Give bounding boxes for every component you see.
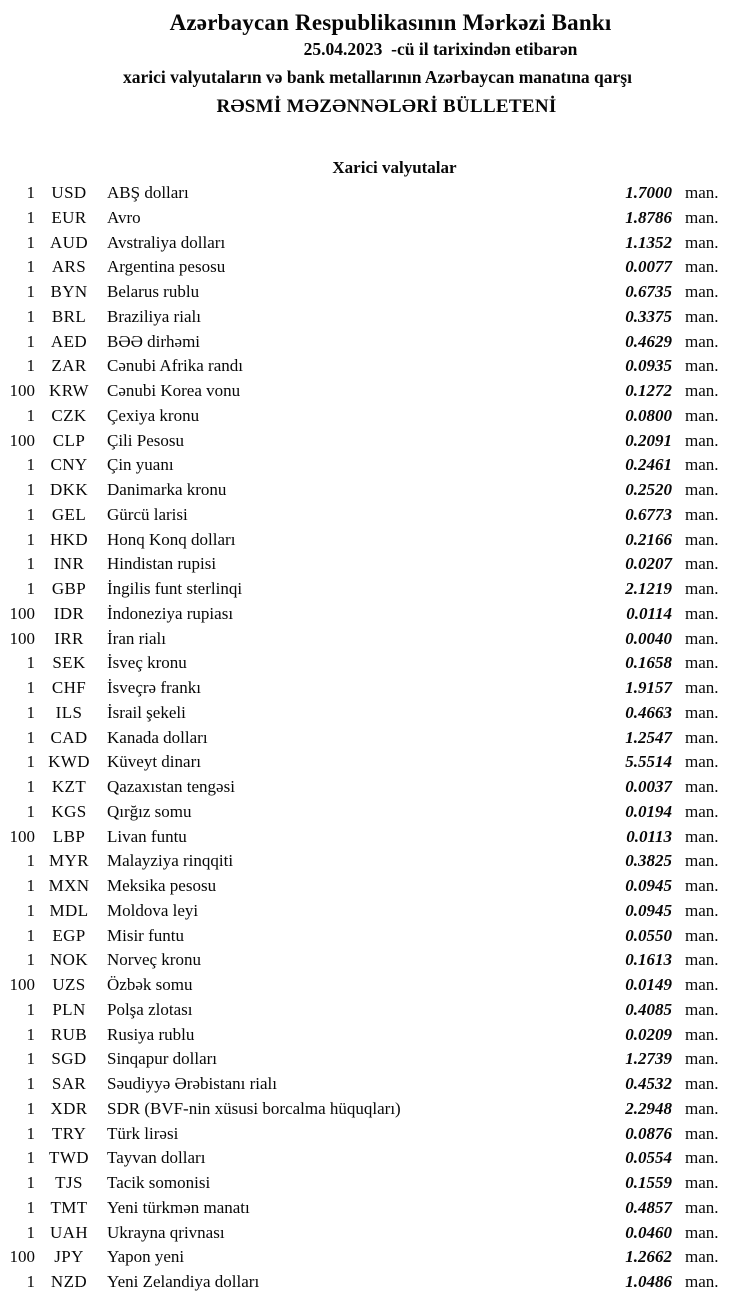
quantity-value: 1 [26,1098,35,1118]
quantity-value: 1 [26,282,35,301]
unit-label: man. [685,1272,719,1291]
currency-name: Cənubi Korea vonu [107,381,241,400]
rate-value: 0.0876 [625,1123,672,1143]
rate-row [0,701,753,726]
rate-row [0,453,753,478]
rate-row [0,1072,753,1097]
quantity-value: 1 [26,183,35,202]
currency-code: XDR [50,1098,88,1118]
quantity-value: 1 [26,356,35,376]
currency-name: Meksika pesosu [107,876,217,895]
quantity-value: 100 [9,826,35,846]
currency-code: KWD [48,752,90,772]
quantity-value: 1 [26,504,35,524]
unit-label: man. [685,702,719,722]
bulletin-header [0,0,753,121]
effective-date-line: 25.04.2023 -cü il tarixindən etibarən [303,39,578,59]
currency-code: NOK [49,950,89,970]
currency-code: UZS [52,975,86,994]
currency-name: İndoneziya rupiası [107,603,234,623]
unit-label: man. [685,1247,719,1267]
unit-label: man. [685,1049,719,1069]
currency-code: AUD [49,232,89,252]
rate-row [0,1245,753,1270]
rate-row [0,627,753,652]
quantity-value: 1 [26,1123,35,1143]
unit-label: man. [685,480,719,499]
quantity-value: 1 [26,529,35,549]
currency-name: ABŞ dolları [107,183,189,202]
quantity-value: 1 [26,1222,35,1242]
currency-code: CNY [50,455,88,475]
quantity-value: 1 [26,232,35,252]
rate-value: 0.0194 [625,801,672,821]
currency-name: Çin yuanı [107,455,174,475]
rate-value: 0.0209 [625,1024,672,1044]
rate-row [0,1146,753,1171]
currency-code: UAH [49,1222,89,1242]
rate-value: 0.2520 [625,480,672,499]
quantity-value: 1 [26,579,35,598]
rate-value: 0.4532 [625,1074,672,1093]
currency-name: Qırğız somu [107,801,192,821]
currency-code: CZK [51,405,87,425]
rate-value: 0.0077 [625,257,672,277]
rate-value: 0.0460 [625,1222,672,1242]
unit-label: man. [685,925,719,945]
unit-label: man. [685,306,719,326]
currency-code: TJS [55,1173,83,1192]
currency-code: KGS [51,801,87,821]
unit-label: man. [685,257,719,277]
rate-row [0,800,753,825]
currency-code: ZAR [51,356,87,376]
unit-label: man. [685,356,719,376]
currency-name: Honq Konq dolları [107,529,236,549]
section-title-foreign-currencies: Xarici valyutalar [332,158,457,177]
quantity-value: 1 [26,554,35,574]
currency-name: Yapon yeni [107,1247,185,1267]
currency-name: Özbək somu [107,975,193,994]
currency-code: GBP [51,579,87,598]
rate-value: 0.2461 [625,455,672,475]
rate-row [0,1047,753,1072]
unit-label: man. [685,851,719,871]
currency-name: Səudiyyə Ərəbistanı rialı [107,1074,277,1093]
rate-row [0,726,753,751]
quantity-value: 1 [26,801,35,821]
rate-row [0,1122,753,1147]
currency-name: Kanada dolları [107,727,208,747]
quantity-value: 1 [26,1049,35,1069]
rate-value: 0.4857 [625,1197,672,1217]
rate-row [0,280,753,305]
currency-name: SDR (BVF-nin xüsusi borcalma hüquqları) [107,1098,401,1118]
currency-code: PLN [52,999,86,1019]
quantity-value: 1 [26,1197,35,1217]
quantity-value: 1 [26,950,35,970]
currency-name: Türk lirəsi [107,1123,179,1143]
unit-label: man. [685,727,719,747]
currency-name: Hindistan rupisi [107,554,217,574]
rate-value: 1.7000 [625,183,672,202]
rate-row [0,379,753,404]
rate-value: 1.2547 [625,727,672,747]
currency-code: GEL [51,504,87,524]
rate-value: 2.2948 [625,1098,672,1118]
currency-code: MYR [49,851,89,871]
rate-row [0,1270,753,1295]
quantity-value: 100 [9,1247,35,1267]
currency-name: Gürcü larisi [107,504,188,524]
rate-value: 0.1613 [625,950,672,970]
unit-label: man. [685,826,719,846]
rate-value: 1.9157 [625,678,672,697]
currency-code: TMT [50,1197,88,1217]
rate-value: 0.3825 [625,851,672,871]
unit-label: man. [685,950,719,970]
quantity-value: 1 [26,207,35,227]
quantity-value: 1 [26,851,35,871]
unit-label: man. [685,1148,719,1168]
currency-name: Qazaxıstan tengəsi [107,777,235,796]
rate-row [0,404,753,429]
unit-label: man. [685,1024,719,1044]
currency-name: Misir funtu [107,925,184,945]
rate-value: 0.0207 [625,554,672,574]
currency-name: Danimarka kronu [107,480,227,499]
scope-line: xarici valyutaların və bank metallarının Azərbaycan manatına qarşı [123,67,632,87]
currency-name: Moldova leyi [107,900,199,920]
currency-name: Avro [107,207,141,227]
rate-row [0,255,753,280]
rate-row [0,1171,753,1196]
quantity-value: 1 [26,306,35,326]
quantity-value: 1 [26,653,35,673]
unit-label: man. [685,529,719,549]
rate-row [0,899,753,924]
currency-name: İran rialı [107,628,166,648]
currency-name: Malayziya rinqqiti [107,851,234,871]
quantity-value: 1 [26,900,35,920]
rate-row [0,1196,753,1221]
quantity-value: 1 [26,727,35,747]
currency-name: Çexiya kronu [107,405,200,425]
unit-label: man. [685,554,719,574]
rate-row [0,1221,753,1246]
unit-label: man. [685,975,719,994]
currency-code: JPY [54,1247,84,1267]
currency-name: Cənubi Afrika randı [107,356,243,376]
rate-value: 0.0114 [626,603,672,623]
rate-row [0,948,753,973]
currency-code: HKD [49,529,89,549]
rate-value: 0.4629 [625,331,672,351]
unit-label: man. [685,1098,719,1118]
unit-label: man. [685,876,719,895]
currency-code: MDL [49,900,89,920]
currency-name: BƏƏ dirhəmi [107,331,201,351]
rate-row [0,676,753,701]
unit-label: man. [685,381,719,400]
quantity-value: 1 [26,777,35,796]
currency-name: İsveç kronu [107,653,187,673]
currency-code: CHF [51,678,87,697]
unit-label: man. [685,678,719,697]
currency-code: CLP [52,430,86,450]
rate-value: 0.0149 [625,975,672,994]
rate-value: 0.6735 [625,282,672,301]
rate-value: 0.0935 [625,356,672,376]
rate-row [0,775,753,800]
currency-code: SGD [51,1049,87,1069]
currency-name: Tayvan dolları [107,1148,206,1168]
rate-value: 0.0945 [625,876,672,895]
unit-label: man. [685,1197,719,1217]
currency-name: Norveç kronu [107,950,201,970]
rate-row [0,478,753,503]
rate-value: 0.4663 [625,702,672,722]
currency-name: Avstraliya dolları [107,232,226,252]
quantity-value: 100 [9,430,35,450]
currency-name: İngilis funt sterlinqi [107,579,243,598]
currency-code: AED [50,331,88,351]
currency-code: EUR [51,207,87,227]
quantity-value: 1 [26,1148,35,1168]
unit-label: man. [685,455,719,475]
currency-code: SEK [52,653,86,673]
rate-row [0,528,753,553]
currency-code: TRY [51,1123,87,1143]
rate-row [0,998,753,1023]
currency-code: MXN [48,876,90,895]
bank-name-title: Azərbaycan Respublikasının Mərkəzi Bankı [169,10,612,35]
rate-value: 0.2091 [625,430,672,450]
rate-value: 0.0800 [625,405,672,425]
rate-row [0,602,753,627]
currency-code: BRL [51,306,87,326]
quantity-value: 1 [26,999,35,1019]
currency-code: EGP [52,925,86,945]
rate-value: 0.3375 [625,306,672,326]
unit-label: man. [685,331,719,351]
currency-code: IRR [54,628,84,648]
rate-row [0,429,753,454]
quantity-value: 100 [9,603,35,623]
rate-row [0,552,753,577]
unit-label: man. [685,183,719,202]
rate-value: 0.1559 [625,1173,672,1192]
unit-label: man. [685,603,719,623]
currency-name: Çili Pesosu [107,430,184,450]
rate-value: 2.1219 [625,579,672,598]
quantity-value: 1 [26,925,35,945]
quantity-value: 1 [26,752,35,772]
unit-label: man. [685,1173,719,1192]
rate-row [0,231,753,256]
rate-row [0,825,753,850]
rate-value: 1.8786 [625,207,672,227]
unit-label: man. [685,1123,719,1143]
unit-label: man. [685,282,719,301]
quantity-value: 100 [9,381,35,400]
currency-name: Sinqapur dolları [107,1049,218,1069]
rate-value: 0.0554 [625,1148,672,1168]
currency-name: Küveyt dinarı [107,752,201,772]
unit-label: man. [685,405,719,425]
unit-label: man. [685,232,719,252]
rate-value: 1.2739 [625,1049,672,1069]
unit-label: man. [685,430,719,450]
rate-row [0,503,753,528]
rate-row [0,849,753,874]
currency-code: USD [51,183,87,202]
unit-label: man. [685,1074,719,1093]
rate-row [0,206,753,231]
rate-value: 1.2662 [625,1247,672,1267]
quantity-value: 1 [26,1173,35,1192]
unit-label: man. [685,207,719,227]
quantity-value: 1 [26,1024,35,1044]
currency-name: Yeni Zelandiya dolları [107,1272,260,1291]
currency-name: Rusiya rublu [107,1024,195,1044]
rate-value: 0.0945 [625,900,672,920]
quantity-value: 1 [26,257,35,277]
unit-label: man. [685,801,719,821]
currency-code: RUB [50,1024,88,1044]
currency-code: BYN [50,282,88,301]
unit-label: man. [685,900,719,920]
currency-code: TWD [49,1148,89,1168]
rate-value: 0.0037 [625,777,672,796]
currency-code: NZD [50,1272,88,1291]
quantity-value: 1 [26,455,35,475]
rate-value: 1.0486 [625,1272,672,1291]
quantity-value: 1 [26,702,35,722]
exchange-rates-table [0,181,753,1295]
rate-value: 1.1352 [625,232,672,252]
rate-value: 0.4085 [625,999,672,1019]
quantity-value: 1 [26,876,35,895]
rate-row [0,577,753,602]
unit-label: man. [685,777,719,796]
rate-value: 0.0113 [626,826,672,846]
rate-row [0,924,753,949]
bulletin-title: RƏSMİ MƏZƏNNƏLƏRİ BÜLLETENİ [216,96,557,117]
unit-label: man. [685,628,719,648]
rate-row [0,973,753,998]
rate-value: 0.2166 [625,529,672,549]
unit-label: man. [685,999,719,1019]
rate-value: 0.1658 [625,653,672,673]
rate-value: 5.5514 [625,752,672,772]
unit-label: man. [685,752,719,772]
unit-label: man. [685,579,719,598]
currency-code: SAR [51,1074,87,1093]
currency-code: CAD [50,727,88,747]
unit-label: man. [685,653,719,673]
currency-name: Yeni türkmən manatı [107,1197,250,1217]
quantity-value: 1 [26,1272,35,1291]
currency-code: KRW [49,381,89,400]
currency-name: Argentina pesosu [107,257,226,277]
currency-code: DKK [49,480,89,499]
currency-code: ILS [55,702,83,722]
quantity-value: 100 [9,628,35,648]
quantity-value: 100 [9,975,35,994]
unit-label: man. [685,1222,719,1242]
currency-name: Braziliya rialı [107,306,201,326]
rate-row [0,1023,753,1048]
currency-code: LBP [52,826,86,846]
currency-code: ARS [51,257,87,277]
rate-row [0,181,753,206]
currency-name: Belarus rublu [107,282,200,301]
rate-row [0,330,753,355]
currency-name: İsrail şekeli [107,702,186,722]
currency-name: İsveçrə frankı [107,678,201,697]
currency-code: IDR [53,603,85,623]
rate-value: 0.6773 [625,504,672,524]
rate-row [0,651,753,676]
rate-row [0,354,753,379]
quantity-value: 1 [26,678,35,697]
currency-name: Tacik somonisi [107,1173,211,1192]
currency-code: INR [53,554,85,574]
unit-label: man. [685,504,719,524]
quantity-value: 1 [26,331,35,351]
rate-row [0,750,753,775]
rate-row [0,874,753,899]
rate-value: 0.0550 [625,925,672,945]
currency-name: Polşa zlotası [107,999,193,1019]
currency-code: KZT [51,777,87,796]
rate-value: 0.0040 [625,628,672,648]
quantity-value: 1 [26,405,35,425]
quantity-value: 1 [26,1074,35,1093]
currency-name: Livan funtu [107,826,187,846]
currency-name: Ukrayna qrivnası [107,1222,225,1242]
quantity-value: 1 [26,480,35,499]
rate-value: 0.1272 [625,381,672,400]
rate-row [0,305,753,330]
rate-row [0,1097,753,1122]
